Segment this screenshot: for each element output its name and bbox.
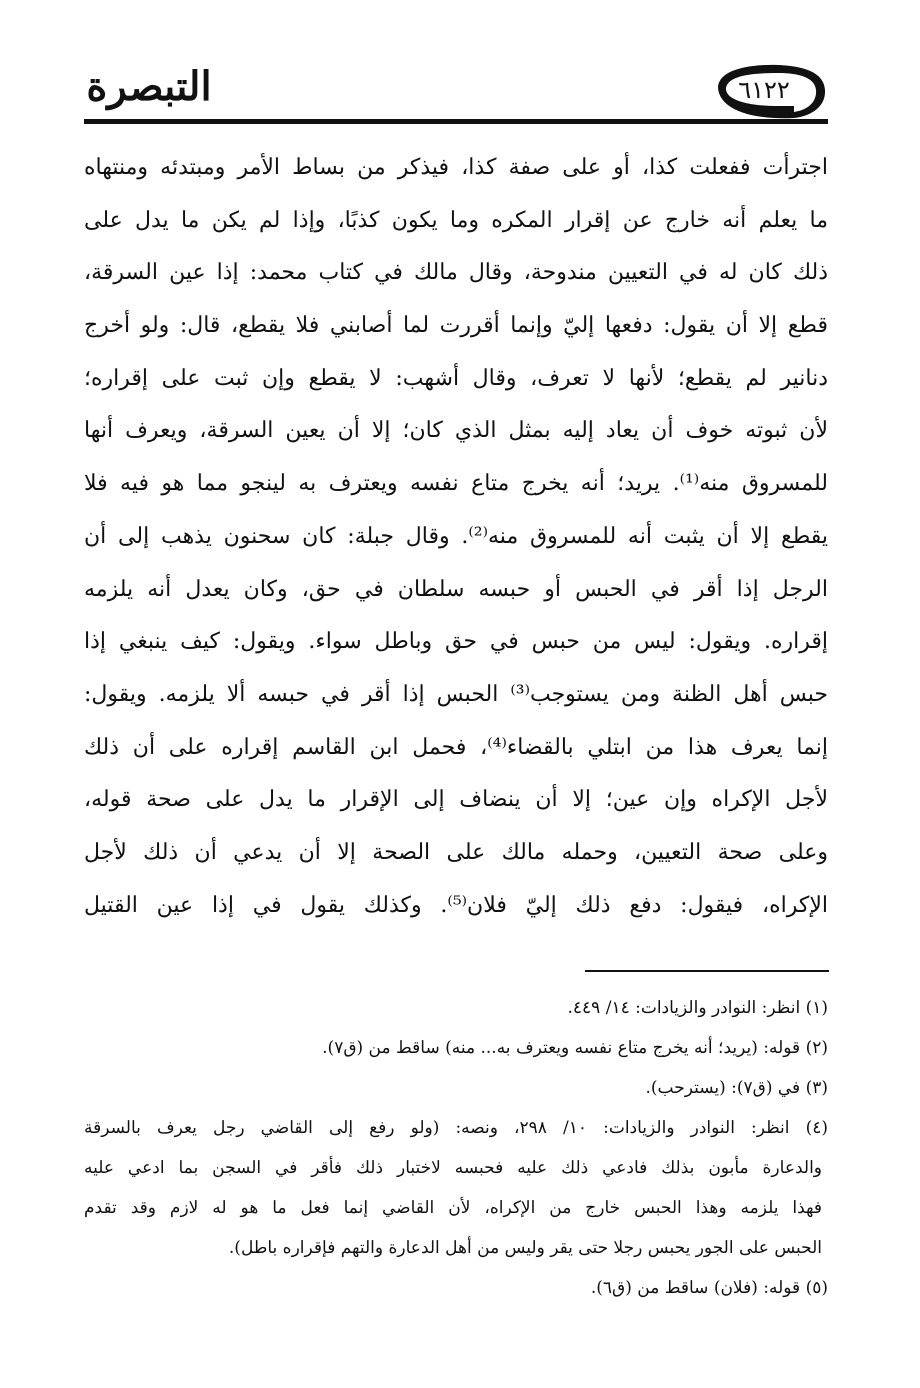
book-title: التبصرة <box>86 63 212 110</box>
page-header <box>84 40 828 130</box>
footnotes <box>84 988 828 1308</box>
text-line: الرجل إذا أقر في الحبس أو حبسه سلطان في حق، وكان يعدل أنه يلزمه <box>84 576 828 602</box>
text-line: إنما يعرف هذا من ابتلي بالقضاء⁽⁴⁾، فحمل ابن القاسم إقراره على أن ذلك <box>84 734 828 760</box>
footnote-3: (٣) في (ق٧): (يسترحب). <box>645 1078 828 1098</box>
header-rule <box>84 119 828 124</box>
text-line: يقطع إلا أن يثبت أنه للمسروق منه⁽²⁾. وقال جبلة: كان سحنون يذهب إلى أن <box>84 523 828 549</box>
text-line: الإكراه، فيقول: دفع ذلك إليّ فلان⁽⁵⁾. وكذلك يقول في إذا عين القتيل <box>84 892 828 918</box>
text-line: حبس أهل الظنة ومن يستوجب⁽³⁾ الحبس إذا أقر في حبسه ألا يلزمه. ويقول: <box>84 681 828 707</box>
text-line: للمسروق منه⁽¹⁾. يريد؛ أنه يخرج متاع نفسه ويعترف به لينجو مما هو فيه فلا <box>84 471 828 497</box>
text-line: ذلك كان له في التعيين مندوحة، وقال مالك في كتاب محمد: إذا عين السرقة، <box>84 260 828 286</box>
footnote-4-continuation: الحبس على الجور يحبس رجلا حتى يقر وليس من أهل الدعارة والتهم فإقراره باطل). <box>228 1238 822 1258</box>
text-line: قطع إلا أن يقول: دفعها إليّ وإنما أقررت لما أصابني فلا يقطع، قال: ولو أخرج <box>84 313 828 339</box>
text-line: اجترأت ففعلت كذا، أو على صفة كذا، فيذكر من بساط الأمر ومبتدئه ومنتهاه <box>84 155 828 180</box>
footnote-4-continuation: والدعارة مأبون بذلك فادعي ذلك عليه فحبسه لاختبار ذلك فأقر في السجن بما ادعي عليه <box>84 1158 822 1178</box>
footnote-separator <box>585 970 829 972</box>
text-line: لأجل الإكراه وإن عين؛ إلا أن ينضاف إلى الإقرار ما يدل على صحة قوله، <box>84 787 828 813</box>
text-line: وعلى صحة التعيين، وحمله مالك على الصحة إلا أن يدعي أن ذلك لأجل <box>84 839 828 865</box>
footnote-1: (١) انظر: النوادر والزيادات: ١٤/ ٤٤٩. <box>567 998 828 1018</box>
footnote-2: (٢) قوله: (يريد؛ أنه يخرج متاع نفسه ويعترف به... منه) ساقط من (ق٧). <box>322 1038 828 1058</box>
text-line: ما يعلم أنه خارج عن إقرار المكره وما يكون كذبًا، وإذا لم يكن ما يدل على <box>84 207 828 233</box>
page-number-badge <box>708 56 828 120</box>
footnote-5: (٥) قوله: (فلان) ساقط من (ق٦). <box>590 1278 828 1298</box>
page-number: ٦١٢٢ <box>738 76 790 104</box>
main-text <box>84 142 828 932</box>
footnote-4: (٤) انظر: النوادر والزيادات: ١٠/ ٢٩٨، ونصه: (ولو رفع إلى القاضي رجل يعرف بالسرقة <box>84 1118 828 1138</box>
text-line: إقراره. ويقول: ليس من حبس في حق وباطل سواء. ويقول: كيف ينبغي إذا <box>84 629 828 655</box>
footnote-4-continuation: فهذا يلزمه وهذا الحبس خارج من الإكراه، لأن القاضي إنما فعل ما هو له لازم وقد تقدم <box>84 1198 822 1218</box>
text-line: لأن ثبوته خوف أن يعاد إليه بمثل الذي كان؛ إلا أن يعين السرقة، ويعرف أنها <box>84 418 828 444</box>
text-line: دنانير لم يقطع؛ لأنها لا تعرف، وقال أشهب: لا يقطع وإن ثبت على إقراره؛ <box>84 365 828 391</box>
